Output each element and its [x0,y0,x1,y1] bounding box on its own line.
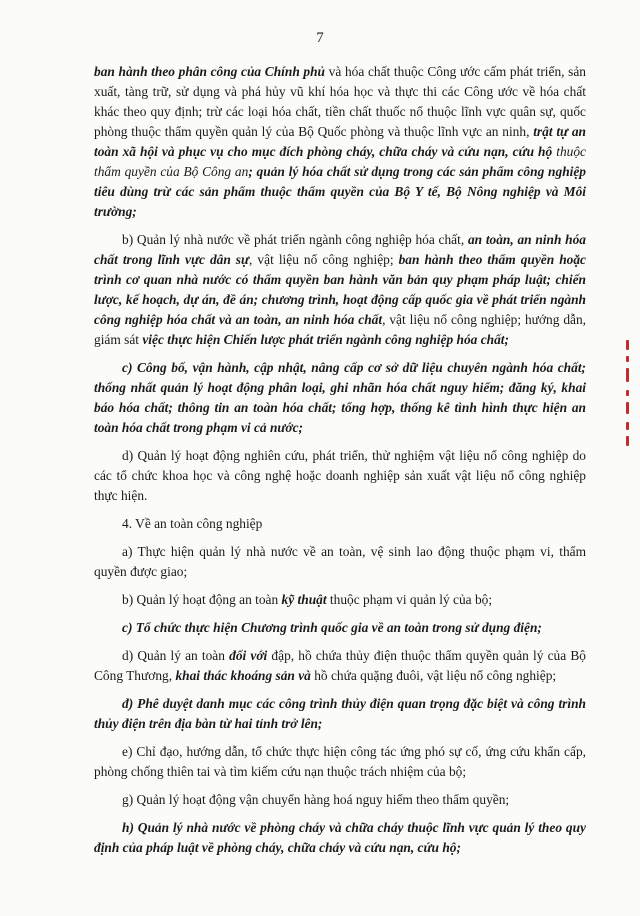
text-run: d) Quản lý an toàn [122,648,230,663]
paragraph [94,542,586,582]
text-run: ban hành theo phân công của Chính phủ [94,64,326,79]
text-run: an toàn, an ninh hóa chất trong lĩnh vực dân sự [94,232,586,267]
paragraph [94,790,586,810]
text-run: h) Quản lý nhà nước về phòng cháy và chữa cháy thuộc lĩnh vực quản lý theo quy định của pháp luật về phòng cháy, chữa cháy và cứu nạn, cứu hộ; [94,820,586,855]
text-run: e) Chỉ đạo, hướng dẫn, tổ chức thực hiện công tác ứng phó sự cố, ứng cứu khẩn cấp, phòng chống thiên tai và tìm kiếm cứu nạn thuộc trách nhiệm của bộ; [94,744,586,779]
text-run: a) Thực hiện quản lý nhà nước về an toàn, vệ sinh lao động thuộc phạm vi, thẩm quyền được giao; [94,544,586,579]
text-run: , vật liệu nổ công nghiệp; hướng dẫn, giám sát [94,312,586,347]
paragraph [94,514,586,534]
paragraph [94,818,586,858]
text-run: b) Quản lý hoạt động an toàn [122,592,282,607]
text-run: ban hành theo thẩm quyền hoặc trình cơ quan nhà nước có thẩm quyền ban hành văn bản quy phạm pháp luật; chiến lược, kế hoạch, dự án, đề án; chương trình, hoạt động cấp quốc gia về phát triển ngành công nghiệp hóa chất và an toàn, an ninh hóa chất [94,252,586,327]
text-run: d) Quản lý hoạt động nghiên cứu, phát triển, thử nghiệm vật liệu nổ công nghiệp do các tổ chức khoa học và công nghệ hoặc doanh nghiệp sản xuất vật liệu nổ công nghiệp thực hiện. [94,448,586,503]
text-run: đ) Phê duyệt danh mục các công trình thủy điện quan trọng đặc biệt và công trình thủy điện trên địa bàn từ hai tỉnh trở lên; [94,696,586,731]
paragraph [94,62,586,222]
paragraph [94,742,586,782]
text-run: việc thực hiện Chiến lược phát triển ngành công nghiệp hóa chất; [142,332,509,347]
text-run: ; quản lý hóa chất sử dụng trong các sản phẩm công nghiệp tiêu dùng trừ các sản phẩm thuộc thẩm quyền của Bộ Y tế, Bộ Nông nghiệp và Môi trường; [94,164,587,219]
text-run: thuộc thẩm quyền của Bộ Công an [94,144,586,179]
document-body [94,62,586,866]
paragraph [94,358,586,438]
text-run: thuộc phạm vi quản lý của bộ; [326,592,493,607]
text-run: c) Tổ chức thực hiện Chương trình quốc gia về an toàn trong sử dụng điện; [122,620,542,635]
text-run: và hóa chất thuộc Công ước cấm phát triển, sản xuất, tàng trữ, sử dụng và phá hủy vũ khí hóa học và thực thi các Công ước về hóa chất khác theo quy định; trừ các loại hóa chất, tiền chất thuốc nổ thuộc lĩnh vực quân sự, quốc phòng thuộc thẩm quyền quản lý của Bộ Quốc phòng và thuộc lĩnh vực an ninh, [94,64,586,139]
text-run: đập, hồ chứa thủy điện thuộc thẩm quyền quản lý của Bộ Công Thương, [94,648,586,683]
text-run: b) Quản lý nhà nước về phát triển ngành công nghiệp hóa chất, [122,232,468,247]
text-run: c) Công bố, vận hành, cập nhật, nâng cấp cơ sở dữ liệu chuyên ngành hóa chất; thống nhất quản lý hoạt động phân loại, ghi nhãn hóa chất nguy hiểm; đăng ký, khai báo hóa chất; thông tin an toàn hóa chất; tổng hợp, thống kê tình hình thực hiện an toàn hóa chất trong phạm vi cả nước; [94,360,586,435]
paragraph [94,618,586,638]
paragraph [94,646,586,686]
text-run: khai thác khoáng sản và [175,668,311,683]
margin-pen-marks [622,340,636,450]
text-run: , vật liệu nổ công nghiệp; [249,252,399,267]
text-run: hồ chứa quặng đuôi, vật liệu nổ công nghiệp; [310,668,557,683]
text-run: kỹ thuật [281,592,327,607]
paragraph [94,590,586,610]
paragraph [94,230,586,350]
paragraph [94,694,586,734]
text-run: trật tự an toàn xã hội và phục vụ cho mục đích phòng cháy, chữa cháy và cứu nạn, cứu hộ [94,124,586,159]
text-run: 4. Về an toàn công nghiệp [122,516,263,531]
text-run: đối với [229,648,268,663]
text-run: g) Quản lý hoạt động vận chuyển hàng hoá nguy hiểm theo thẩm quyền; [122,792,510,807]
paragraph [94,446,586,506]
page-number: 7 [316,30,324,46]
